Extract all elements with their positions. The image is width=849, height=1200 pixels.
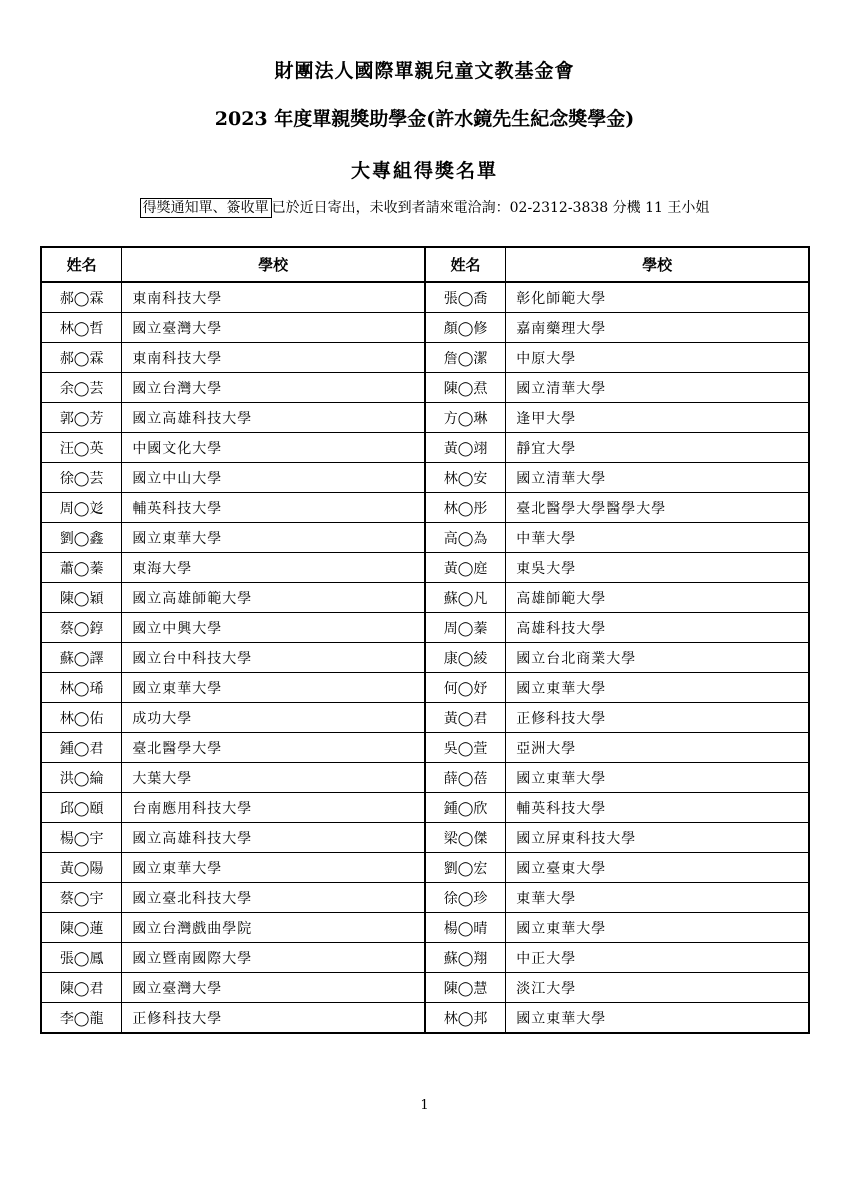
awardee-school: 靜宜大學 [506, 433, 809, 463]
table-row [41, 1003, 809, 1034]
awardee-school: 國立清華大學 [506, 373, 809, 403]
table-row [41, 823, 809, 853]
table-row [41, 913, 809, 943]
awardee-name: 邱◯頤 [41, 793, 122, 823]
header-school-left: 學校 [122, 247, 425, 282]
awardee-school: 國立暨南國際大學 [122, 943, 425, 973]
notice-text: 已於近日寄出，未收到者請來電洽詢：02-2312-3838 分機 11 王小姐 [271, 200, 710, 216]
table-row [41, 643, 809, 673]
awardee-school: 正修科技大學 [506, 703, 809, 733]
program-title: 2023 年度單親獎助學金(許水鏡先生紀念獎學金) [214, 108, 635, 130]
awardee-table [40, 246, 810, 1034]
awardee-name: 蔡◯宇 [41, 883, 122, 913]
awardee-name: 郝◯霖 [41, 282, 122, 313]
awardee-name: 蘇◯譯 [41, 643, 122, 673]
awardee-name: 周◯彣 [41, 493, 122, 523]
awardee-name: 張◯鳳 [41, 943, 122, 973]
awardee-name: 李◯龍 [41, 1003, 122, 1034]
awardee-school: 亞洲大學 [506, 733, 809, 763]
table-row [41, 613, 809, 643]
awardee-school: 中國文化大學 [122, 433, 425, 463]
table-row [41, 373, 809, 403]
table-row [41, 523, 809, 553]
table-row [41, 403, 809, 433]
organization-title: 財團法人國際單親兒童文教基金會 [274, 60, 575, 82]
awardee-school: 東南科技大學 [122, 282, 425, 313]
header-name-left: 姓名 [41, 247, 122, 282]
awardee-name: 顏◯修 [425, 313, 506, 343]
awardee-school: 東海大學 [122, 553, 425, 583]
awardee-name: 黃◯翊 [425, 433, 506, 463]
awardee-school: 台南應用科技大學 [122, 793, 425, 823]
awardee-name: 黃◯君 [425, 703, 506, 733]
awardee-school: 輔英科技大學 [122, 493, 425, 523]
awardee-school: 成功大學 [122, 703, 425, 733]
awardee-name: 高◯為 [425, 523, 506, 553]
awardee-school: 彰化師範大學 [506, 282, 809, 313]
table-row [41, 553, 809, 583]
awardee-name: 楊◯晴 [425, 913, 506, 943]
table-row [41, 793, 809, 823]
awardee-school: 國立清華大學 [506, 463, 809, 493]
table-row [41, 973, 809, 1003]
awardee-name: 方◯琳 [425, 403, 506, 433]
awardee-name: 劉◯鑫 [41, 523, 122, 553]
table-row [41, 703, 809, 733]
awardee-school: 中華大學 [506, 523, 809, 553]
awardee-school: 東南科技大學 [122, 343, 425, 373]
awardee-name: 汪◯英 [41, 433, 122, 463]
table-row [41, 733, 809, 763]
awardee-school: 淡江大學 [506, 973, 809, 1003]
awardee-school: 國立高雄科技大學 [122, 403, 425, 433]
notice-boxed-text: 得獎通知單、簽收單 [140, 198, 272, 218]
awardee-name: 林◯琋 [41, 673, 122, 703]
awardee-name: 郭◯芳 [41, 403, 122, 433]
awardee-school: 中正大學 [506, 943, 809, 973]
awardee-school: 輔英科技大學 [506, 793, 809, 823]
awardee-school: 國立屏東科技大學 [506, 823, 809, 853]
table-row [41, 313, 809, 343]
awardee-school: 國立東華大學 [506, 763, 809, 793]
awardee-name: 陳◯焄 [425, 373, 506, 403]
table-body [41, 282, 809, 1033]
awardee-school: 國立台灣戲曲學院 [122, 913, 425, 943]
awardee-name: 徐◯珍 [425, 883, 506, 913]
awardee-school: 正修科技大學 [122, 1003, 425, 1034]
awardee-name: 周◯蓁 [425, 613, 506, 643]
awardee-school: 臺北醫學大學 [122, 733, 425, 763]
awardee-name: 黃◯陽 [41, 853, 122, 883]
awardee-school: 東吳大學 [506, 553, 809, 583]
awardee-name: 黃◯庭 [425, 553, 506, 583]
table-row [41, 673, 809, 703]
awardee-school: 國立臺東大學 [506, 853, 809, 883]
awardee-name: 詹◯潔 [425, 343, 506, 373]
awardee-name: 蕭◯蓁 [41, 553, 122, 583]
awardee-school: 國立中山大學 [122, 463, 425, 493]
header-school-right: 學校 [506, 247, 809, 282]
awardee-name: 陳◯慧 [425, 973, 506, 1003]
awardee-school: 國立東華大學 [122, 673, 425, 703]
awardee-name: 余◯芸 [41, 373, 122, 403]
table-row [41, 763, 809, 793]
awardee-name: 林◯佑 [41, 703, 122, 733]
awardee-school: 國立中興大學 [122, 613, 425, 643]
awardee-school: 臺北醫學大學醫學大學 [506, 493, 809, 523]
awardee-name: 陳◯穎 [41, 583, 122, 613]
table-header-row [41, 247, 809, 282]
table-row [41, 493, 809, 523]
table-row [41, 883, 809, 913]
awardee-school: 中原大學 [506, 343, 809, 373]
awardee-school: 國立台灣大學 [122, 373, 425, 403]
header-name-right: 姓名 [425, 247, 506, 282]
awardee-name: 梁◯傑 [425, 823, 506, 853]
table-row [41, 943, 809, 973]
table-row [41, 463, 809, 493]
awardee-name: 鍾◯欣 [425, 793, 506, 823]
awardee-name: 蘇◯翔 [425, 943, 506, 973]
table-row [41, 343, 809, 373]
awardee-name: 楊◯宇 [41, 823, 122, 853]
awardee-school: 國立台北商業大學 [506, 643, 809, 673]
awardee-name: 吳◯萱 [425, 733, 506, 763]
awardee-name: 郝◯霖 [41, 343, 122, 373]
awardee-name: 鍾◯君 [41, 733, 122, 763]
table-row [41, 853, 809, 883]
awardee-school: 國立台中科技大學 [122, 643, 425, 673]
awardee-name: 陳◯君 [41, 973, 122, 1003]
table-row [41, 583, 809, 613]
awardee-school: 國立東華大學 [506, 913, 809, 943]
awardee-name: 劉◯宏 [425, 853, 506, 883]
awardee-school: 高雄科技大學 [506, 613, 809, 643]
awardee-school: 國立東華大學 [122, 853, 425, 883]
awardee-name: 張◯喬 [425, 282, 506, 313]
awardee-school: 國立東華大學 [506, 1003, 809, 1034]
awardee-school: 國立臺灣大學 [122, 313, 425, 343]
awardee-name: 蘇◯凡 [425, 583, 506, 613]
awardee-school: 大葉大學 [122, 763, 425, 793]
awardee-name: 蔡◯錞 [41, 613, 122, 643]
awardee-name: 林◯安 [425, 463, 506, 493]
awardee-school: 國立東華大學 [122, 523, 425, 553]
awardee-school: 國立東華大學 [506, 673, 809, 703]
awardee-name: 洪◯綸 [41, 763, 122, 793]
table-row [41, 433, 809, 463]
awardee-name: 林◯彤 [425, 493, 506, 523]
awardee-school: 國立高雄師範大學 [122, 583, 425, 613]
awardee-name: 徐◯芸 [41, 463, 122, 493]
awardee-school: 東華大學 [506, 883, 809, 913]
awardee-name: 陳◯蓮 [41, 913, 122, 943]
awardee-school: 嘉南藥理大學 [506, 313, 809, 343]
awardee-school: 國立高雄科技大學 [122, 823, 425, 853]
awardee-name: 林◯邦 [425, 1003, 506, 1034]
awardee-school: 逢甲大學 [506, 403, 809, 433]
awardee-school: 國立臺北科技大學 [122, 883, 425, 913]
awardee-school: 國立臺灣大學 [122, 973, 425, 1003]
table-row [41, 282, 809, 313]
awardee-name: 何◯妤 [425, 673, 506, 703]
awardee-name: 林◯哲 [41, 313, 122, 343]
group-title: 大專組得獎名單 [350, 160, 498, 182]
awardee-name: 康◯綾 [425, 643, 506, 673]
page-number: 1 [420, 1098, 429, 1113]
awardee-name: 薛◯蓓 [425, 763, 506, 793]
awardee-school: 高雄師範大學 [506, 583, 809, 613]
notice-line [0, 197, 849, 217]
